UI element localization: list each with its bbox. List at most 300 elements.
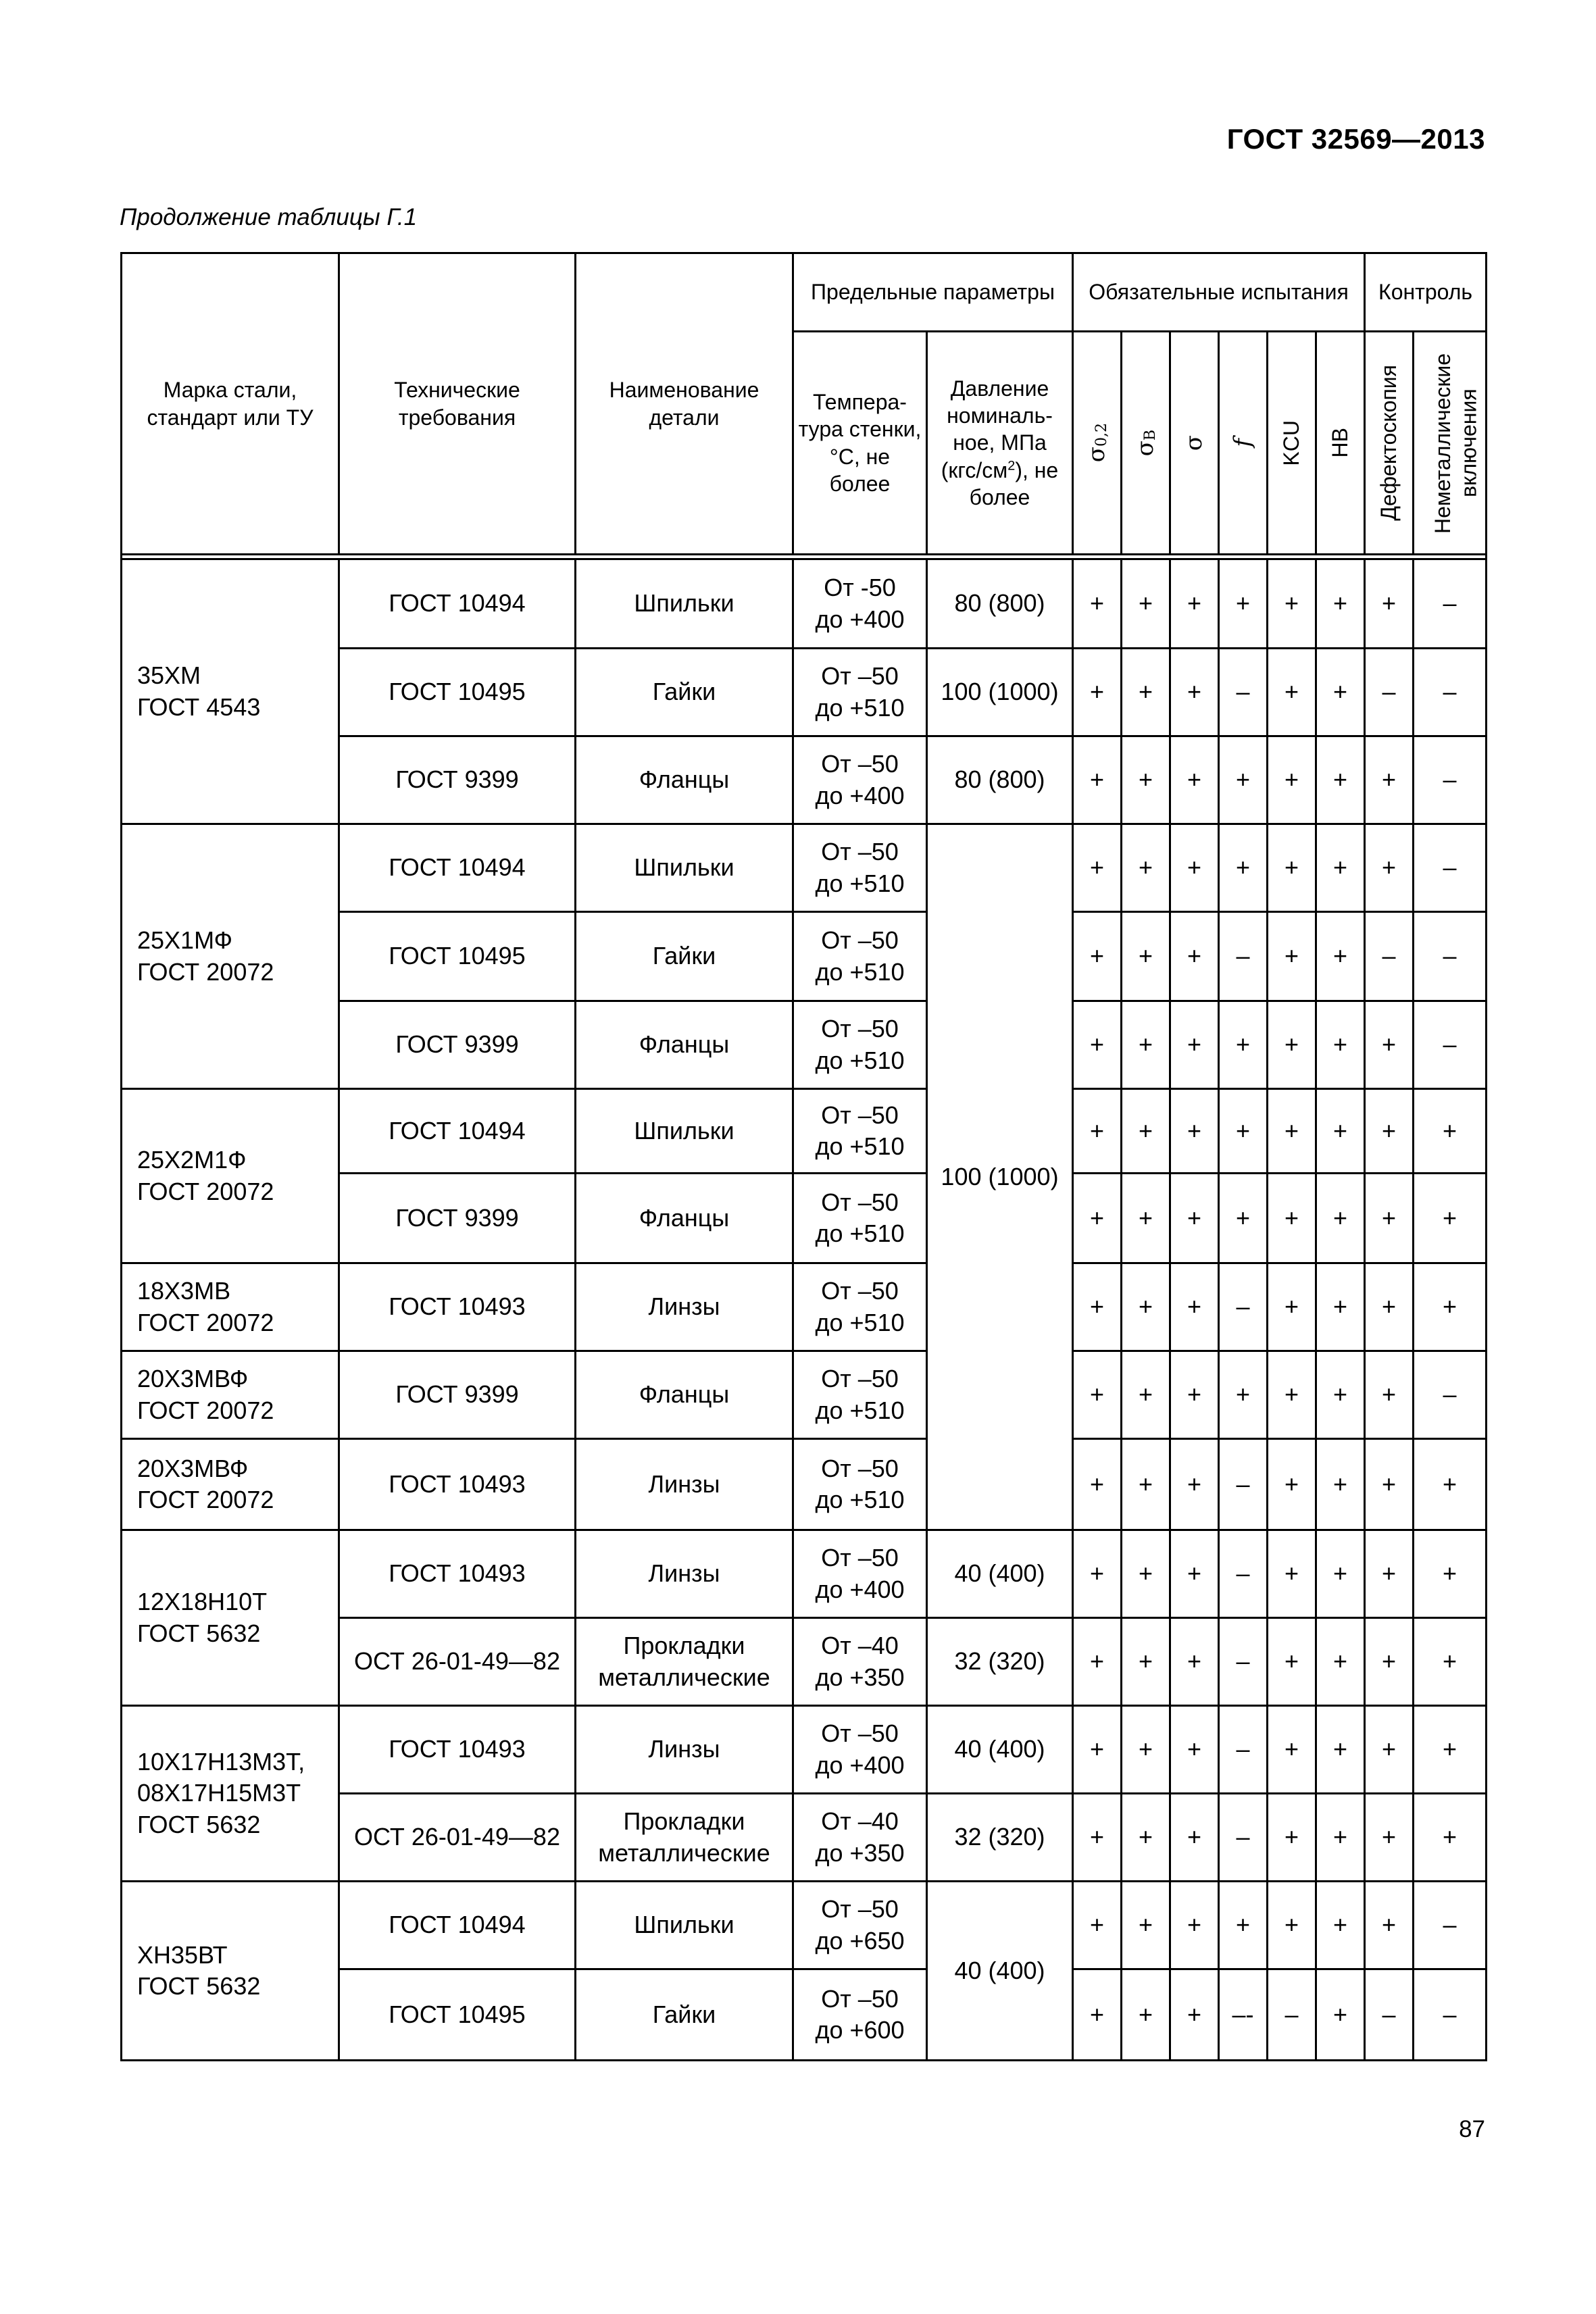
header-f: [1219, 332, 1268, 555]
mark-cell: +: [1316, 1794, 1365, 1882]
sigma02-subscript: 0,2: [1093, 423, 1110, 447]
mark-cell: –: [1365, 1969, 1414, 2061]
header-steel: Марка стали, стандарт или ТУ: [122, 253, 339, 555]
temp-cell: [793, 1530, 927, 1618]
steel-line: 18Х3МВ: [137, 1277, 231, 1305]
part-cell: Гайки: [576, 1969, 793, 2061]
table-row: [122, 1882, 1487, 1969]
mark-cell: +: [1073, 1439, 1122, 1530]
header-hb: [1316, 332, 1365, 555]
steel-line: ГОСТ 20072: [137, 1308, 274, 1336]
tech-cell: ГОСТ 10494: [339, 1089, 576, 1174]
mark-cell: +: [1365, 1001, 1414, 1089]
steel-cell: [122, 824, 339, 1089]
table-row: [122, 1706, 1487, 1794]
temp-line: От –50: [821, 1365, 899, 1393]
steel-line: 08Х17Н15М3Т: [137, 1779, 301, 1807]
temp-line: до +510: [815, 1396, 905, 1424]
mark-cell: +: [1316, 1351, 1365, 1439]
mark-cell: –: [1414, 1351, 1487, 1439]
temp-line: до +600: [815, 2016, 905, 2044]
steel-cell: [122, 1439, 339, 1530]
temp-line: до +400: [815, 781, 905, 809]
mark-cell: +: [1316, 1969, 1365, 2061]
mark-cell: +: [1316, 912, 1365, 1001]
part-cell: [576, 1794, 793, 1882]
mark-cell: +: [1073, 1530, 1122, 1618]
table-row: [122, 1439, 1487, 1530]
mark-cell: –: [1219, 649, 1268, 736]
mark-cell: +: [1170, 1530, 1219, 1618]
mark-cell: +: [1268, 559, 1316, 649]
document-code: ГОСТ 32569—2013: [1226, 123, 1485, 155]
part-cell: Линзы: [576, 1263, 793, 1351]
mark-cell: +: [1073, 1794, 1122, 1882]
header-kcu: [1268, 332, 1316, 555]
mark-cell: +: [1365, 824, 1414, 912]
mark-cell: +: [1268, 1439, 1316, 1530]
mark-cell: –: [1219, 1618, 1268, 1706]
mark-cell: +: [1170, 736, 1219, 824]
steel-line: ГОСТ 20072: [137, 1486, 274, 1513]
tech-cell: ГОСТ 10494: [339, 559, 576, 649]
mark-cell: +: [1268, 1618, 1316, 1706]
mark-cell: +: [1073, 824, 1122, 912]
mark-cell: +: [1365, 1706, 1414, 1794]
header-nonmetal: [1414, 332, 1487, 555]
mark-cell: –: [1365, 649, 1414, 736]
temp-line: От –40: [821, 1632, 899, 1660]
steel-line: ГОСТ 5632: [137, 1972, 261, 2000]
mark-cell: +: [1316, 1618, 1365, 1706]
temp-line: до +510: [815, 693, 905, 722]
table-caption: Продолжение таблицы Г.1: [120, 204, 418, 230]
tech-cell: ГОСТ 10493: [339, 1706, 576, 1794]
part-cell: Фланцы: [576, 1351, 793, 1439]
mark-cell: +: [1073, 1618, 1122, 1706]
part-cell: Фланцы: [576, 736, 793, 824]
mark-cell: +: [1365, 1794, 1414, 1882]
table-row: [122, 1351, 1487, 1439]
temp-line: От –50: [821, 1015, 899, 1043]
mark-cell: +: [1170, 1263, 1219, 1351]
mark-cell: +: [1122, 559, 1170, 649]
mark-cell: +: [1073, 649, 1122, 736]
mark-cell: +: [1414, 1089, 1487, 1174]
part-line: металлические: [598, 1838, 770, 1867]
mark-cell: +: [1365, 736, 1414, 824]
mark-cell: +: [1122, 824, 1170, 912]
mark-cell: +: [1073, 1351, 1122, 1439]
mark-cell: +: [1170, 912, 1219, 1001]
pressure-cell: 32 (320): [927, 1794, 1073, 1882]
mark-cell: –: [1268, 1969, 1316, 2061]
part-cell: Линзы: [576, 1706, 793, 1794]
mark-cell: +: [1268, 1706, 1316, 1794]
temp-cell: [793, 1089, 927, 1174]
temp-cell: [793, 1706, 927, 1794]
temp-line: От –50: [821, 1454, 899, 1482]
steel-cell: [122, 1882, 339, 2061]
mark-cell: +: [1268, 1263, 1316, 1351]
mark-cell: +: [1365, 1530, 1414, 1618]
sigma02-symbol: σ: [1082, 447, 1110, 463]
mark-cell: –: [1414, 1969, 1487, 2061]
mark-cell: +: [1122, 1530, 1170, 1618]
mark-cell: +: [1365, 1618, 1414, 1706]
table-row: [122, 1263, 1487, 1351]
steel-cell: [122, 1706, 339, 1882]
steel-cell: [122, 1263, 339, 1351]
steel-line: ХН35ВТ: [137, 1940, 228, 1969]
temp-line: От –40: [821, 1807, 899, 1836]
mark-cell: +: [1170, 1351, 1219, 1439]
mark-cell: +: [1122, 1174, 1170, 1263]
mark-cell: +: [1268, 1351, 1316, 1439]
pressure-cell: 80 (800): [927, 736, 1073, 824]
header-tests-group: Обязательные испытания: [1073, 253, 1365, 332]
mark-cell: +: [1170, 824, 1219, 912]
mark-cell: +: [1219, 1351, 1268, 1439]
mark-cell: +: [1073, 1001, 1122, 1089]
steel-line: ГОСТ 5632: [137, 1619, 261, 1647]
tech-cell: ОСТ 26-01-49—82: [339, 1794, 576, 1882]
page-number: 87: [1459, 2116, 1485, 2142]
tech-cell: ГОСТ 9399: [339, 1174, 576, 1263]
temp-line: От –50: [821, 1544, 899, 1572]
mark-cell: +: [1316, 559, 1365, 649]
mark-cell: +: [1219, 1174, 1268, 1263]
mark-cell: +: [1073, 1706, 1122, 1794]
steel-line: 20Х3МВФ: [137, 1454, 249, 1482]
mark-cell: +: [1316, 1530, 1365, 1618]
mark-cell: +: [1365, 1882, 1414, 1969]
temp-line: до +510: [815, 1486, 905, 1513]
mark-cell: +: [1268, 1882, 1316, 1969]
mark-cell: –: [1414, 559, 1487, 649]
mark-cell: +: [1414, 1530, 1487, 1618]
temp-cell: [793, 649, 927, 736]
temp-line: до +510: [815, 1132, 905, 1160]
mark-cell: +: [1170, 649, 1219, 736]
part-line: Прокладки: [623, 1807, 745, 1836]
pressure-cell: 100 (1000): [927, 649, 1073, 736]
mark-cell: –: [1219, 1530, 1268, 1618]
steel-cell: [122, 559, 339, 824]
header-tech: Технические требования: [339, 253, 576, 555]
part-line: Прокладки: [623, 1632, 745, 1660]
mark-cell: –: [1219, 1706, 1268, 1794]
temp-line: От –50: [821, 662, 899, 690]
temp-line: до +510: [815, 1046, 905, 1074]
steel-line: 25Х2М1Ф: [137, 1146, 247, 1174]
mark-cell: +: [1268, 1001, 1316, 1089]
temp-cell: [793, 1969, 927, 2061]
mark-cell: +: [1170, 1001, 1219, 1089]
mark-cell: –: [1365, 912, 1414, 1001]
mark-cell: +: [1316, 1439, 1365, 1530]
mark-cell: +: [1414, 1439, 1487, 1530]
mark-cell: –: [1414, 649, 1487, 736]
sigma-symbol: σ: [1180, 434, 1208, 451]
header-defect: [1365, 332, 1414, 555]
temp-line: до +350: [815, 1663, 905, 1691]
temp-line: От –50: [821, 838, 899, 866]
temp-line: От -50: [824, 574, 896, 602]
steel-line: 12Х18Н10Т: [137, 1588, 268, 1616]
temp-cell: [793, 1001, 927, 1089]
part-cell: Шпильки: [576, 1882, 793, 1969]
header-pressure-pre: Давление номиналь-ное, МПа (кгс/см: [941, 376, 1053, 482]
tech-cell: ГОСТ 9399: [339, 1001, 576, 1089]
mark-cell: +: [1073, 912, 1122, 1001]
mark-cell: +: [1170, 1618, 1219, 1706]
temp-line: От –50: [821, 1719, 899, 1748]
pressure-cell: 80 (800): [927, 559, 1073, 649]
mark-cell: +: [1122, 736, 1170, 824]
mark-cell: +: [1170, 559, 1219, 649]
mark-cell: +: [1219, 824, 1268, 912]
tech-cell: ГОСТ 9399: [339, 736, 576, 824]
mark-cell: +: [1122, 1263, 1170, 1351]
header-part: Наименование детали: [576, 253, 793, 555]
mark-cell: +: [1414, 1174, 1487, 1263]
steel-line: ГОСТ 20072: [137, 1177, 274, 1205]
steel-line: 25Х1МФ: [137, 926, 233, 955]
mark-cell: +: [1122, 1439, 1170, 1530]
mark-cell: +: [1219, 1001, 1268, 1089]
mark-cell: +: [1073, 736, 1122, 824]
steel-line: ГОСТ 20072: [137, 1396, 274, 1424]
part-cell: Фланцы: [576, 1174, 793, 1263]
mark-cell: –: [1219, 1263, 1268, 1351]
mark-cell: +: [1122, 1794, 1170, 1882]
mark-cell: +: [1365, 1089, 1414, 1174]
steel-line: ГОСТ 4543: [137, 693, 261, 721]
mark-cell: +: [1316, 1706, 1365, 1794]
mark-cell: +: [1268, 1794, 1316, 1882]
pressure-cell: 32 (320): [927, 1618, 1073, 1706]
temp-cell: [793, 1882, 927, 1969]
tech-cell: ГОСТ 10494: [339, 1882, 576, 1969]
mark-cell: –: [1414, 736, 1487, 824]
mark-cell: +: [1268, 912, 1316, 1001]
f-symbol: f: [1229, 438, 1257, 447]
mark-cell: +: [1268, 824, 1316, 912]
temp-line: От –50: [821, 1188, 899, 1216]
temp-line: От –50: [821, 1101, 899, 1129]
steel-line: ГОСТ 20072: [137, 957, 274, 986]
temp-cell: [793, 559, 927, 649]
tech-cell: ГОСТ 9399: [339, 1351, 576, 1439]
mark-cell: +: [1122, 649, 1170, 736]
mark-cell: +: [1073, 1882, 1122, 1969]
temp-line: до +510: [815, 869, 905, 897]
steel-line: ГОСТ 5632: [137, 1810, 261, 1838]
steel-cell: [122, 1351, 339, 1439]
header-pressure-sup: 2: [1007, 458, 1016, 473]
mark-cell: +: [1122, 912, 1170, 1001]
mark-cell: +: [1268, 736, 1316, 824]
temp-cell: [793, 1263, 927, 1351]
mark-cell: +: [1219, 736, 1268, 824]
mark-cell: +: [1122, 1001, 1170, 1089]
part-cell: Фланцы: [576, 1001, 793, 1089]
temp-cell: [793, 1174, 927, 1263]
steel-line: 10Х17Н13М3Т,: [137, 1748, 305, 1776]
mark-cell: +: [1219, 1089, 1268, 1174]
part-cell: [576, 1618, 793, 1706]
hb-label: HB: [1328, 428, 1353, 458]
tech-cell: ГОСТ 10493: [339, 1263, 576, 1351]
steel-cell: [122, 1089, 339, 1263]
tech-cell: ГОСТ 10495: [339, 1969, 576, 2061]
mark-cell: +: [1268, 649, 1316, 736]
temp-cell: [793, 1618, 927, 1706]
mark-cell: +: [1316, 736, 1365, 824]
mark-cell: +: [1073, 1174, 1122, 1263]
mark-cell: +: [1073, 1089, 1122, 1174]
mark-cell: +: [1316, 1263, 1365, 1351]
part-cell: Шпильки: [576, 1089, 793, 1174]
mark-cell: –-: [1219, 1969, 1268, 2061]
nonmetal-label: Неметаллические включения: [1430, 352, 1480, 534]
tech-cell: ГОСТ 10495: [339, 649, 576, 736]
table-row: [122, 824, 1487, 912]
mark-cell: –: [1219, 1439, 1268, 1530]
part-cell: Гайки: [576, 912, 793, 1001]
temp-line: до +400: [815, 605, 905, 633]
temp-cell: [793, 736, 927, 824]
table-row: [122, 1530, 1487, 1618]
tech-cell: ГОСТ 10495: [339, 912, 576, 1001]
temp-cell: [793, 912, 927, 1001]
pressure-cell: 40 (400): [927, 1530, 1073, 1618]
header-pressure: [927, 332, 1073, 555]
tech-cell: ГОСТ 10493: [339, 1439, 576, 1530]
mark-cell: –: [1414, 1001, 1487, 1089]
defect-label: Дефектоскопия: [1376, 365, 1401, 521]
temp-line: до +510: [815, 1308, 905, 1336]
mark-cell: +: [1268, 1174, 1316, 1263]
mark-cell: +: [1414, 1794, 1487, 1882]
header-pressure-post: ), не более: [969, 457, 1059, 509]
mark-cell: +: [1414, 1706, 1487, 1794]
mark-cell: +: [1122, 1618, 1170, 1706]
mark-cell: +: [1073, 1969, 1122, 2061]
temp-line: От –50: [821, 750, 899, 778]
mark-cell: +: [1365, 1351, 1414, 1439]
header-limit-group: Предельные параметры: [793, 253, 1073, 332]
mark-cell: +: [1316, 1089, 1365, 1174]
temp-line: до +510: [815, 1219, 905, 1247]
mark-cell: +: [1414, 1618, 1487, 1706]
mark-cell: +: [1365, 559, 1414, 649]
mark-cell: +: [1073, 559, 1122, 649]
mark-cell: +: [1414, 1263, 1487, 1351]
tech-cell: ГОСТ 10493: [339, 1530, 576, 1618]
header-temp: Темпера-тура стенки, °C, не более: [793, 332, 927, 555]
mark-cell: +: [1316, 649, 1365, 736]
temp-cell: [793, 1794, 927, 1882]
mark-cell: +: [1170, 1706, 1219, 1794]
temp-cell: [793, 1439, 927, 1530]
pressure-cell: 40 (400): [927, 1882, 1073, 2061]
header-sigmaB: [1122, 332, 1170, 555]
mark-cell: +: [1170, 1969, 1219, 2061]
table-row: [122, 559, 1487, 649]
mark-cell: +: [1170, 1089, 1219, 1174]
part-cell: Гайки: [576, 649, 793, 736]
temp-line: От –50: [821, 1277, 899, 1305]
steel-cell: [122, 1530, 339, 1706]
part-cell: Шпильки: [576, 824, 793, 912]
tech-cell: ОСТ 26-01-49—82: [339, 1618, 576, 1706]
mark-cell: +: [1268, 1530, 1316, 1618]
temp-line: до +400: [815, 1575, 905, 1603]
header-separator: [122, 555, 1487, 559]
part-cell: Линзы: [576, 1530, 793, 1618]
kcu-label: KCU: [1279, 420, 1304, 466]
header-sigma02: [1073, 332, 1122, 555]
header-control-group: Контроль: [1365, 253, 1487, 332]
part-cell: Шпильки: [576, 559, 793, 649]
mark-cell: +: [1170, 1882, 1219, 1969]
steel-line: 20Х3МВФ: [137, 1365, 249, 1393]
temp-line: От –50: [821, 1984, 899, 2013]
mark-cell: +: [1122, 1969, 1170, 2061]
mark-cell: +: [1219, 559, 1268, 649]
mark-cell: +: [1365, 1439, 1414, 1530]
steel-table: [120, 252, 1487, 2061]
mark-cell: +: [1316, 824, 1365, 912]
mark-cell: +: [1170, 1439, 1219, 1530]
mark-cell: –: [1219, 912, 1268, 1001]
pressure-cell: 100 (1000): [927, 824, 1073, 1530]
mark-cell: +: [1073, 1263, 1122, 1351]
sigmaB-subscript: В: [1141, 429, 1159, 441]
table-row: [122, 1089, 1487, 1174]
mark-cell: +: [1365, 1263, 1414, 1351]
mark-cell: +: [1122, 1351, 1170, 1439]
mark-cell: –: [1219, 1794, 1268, 1882]
pressure-cell: 40 (400): [927, 1706, 1073, 1794]
temp-line: до +350: [815, 1838, 905, 1867]
mark-cell: –: [1414, 912, 1487, 1001]
mark-cell: +: [1219, 1882, 1268, 1969]
temp-line: От –50: [821, 926, 899, 955]
temp-line: до +510: [815, 957, 905, 986]
temp-line: От –50: [821, 1895, 899, 1923]
mark-cell: +: [1122, 1882, 1170, 1969]
sigmaB-symbol: σ: [1131, 440, 1159, 457]
mark-cell: +: [1170, 1174, 1219, 1263]
mark-cell: +: [1122, 1706, 1170, 1794]
tech-cell: ГОСТ 10494: [339, 824, 576, 912]
mark-cell: +: [1316, 1882, 1365, 1969]
temp-cell: [793, 1351, 927, 1439]
mark-cell: –: [1414, 824, 1487, 912]
mark-cell: +: [1268, 1089, 1316, 1174]
mark-cell: –: [1414, 1882, 1487, 1969]
mark-cell: +: [1170, 1794, 1219, 1882]
header-sigma: [1170, 332, 1219, 555]
temp-cell: [793, 824, 927, 912]
mark-cell: +: [1365, 1174, 1414, 1263]
temp-line: до +400: [815, 1751, 905, 1779]
part-cell: Линзы: [576, 1439, 793, 1530]
mark-cell: +: [1316, 1001, 1365, 1089]
